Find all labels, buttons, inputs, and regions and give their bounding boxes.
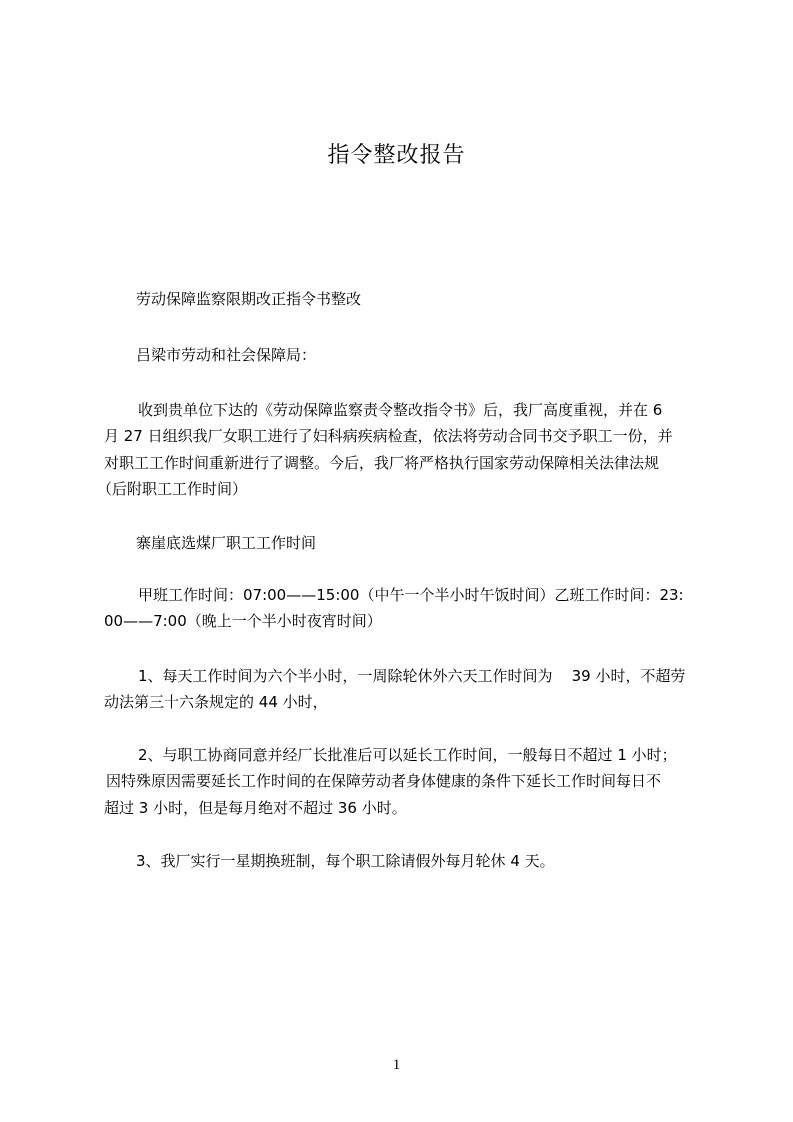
body-paragraph-1-line-2: 月 27 日组织我厂女职工进行了妇科病疾病检查，依法将劳动合同书交予职工一份，并 [104,427,673,445]
subject-line: 劳动保障监察限期改正指令书整改 [136,290,362,308]
rule-1-line-1: 1、每天工作时间为六个半小时，一周除轮休外六天工作时间为 39 小时，不超劳 [138,667,686,685]
document-title: 指令整改报告 [327,143,466,168]
rule-3-line-1: 3、我厂实行一星期换班制，每个职工除请假外每月轮休 4 天。 [136,852,555,870]
shift-times-line-2: 00——7:00（晚上一个半小时夜宵时间） [104,612,382,630]
rule-1-line-2: 动法第三十六条规定的 44 小时， [104,693,328,711]
body-paragraph-1-line-1: 收到贵单位下达的《劳动保障监察责令整改指令书》后，我厂高度重视，并在 6 [138,401,663,419]
schedule-heading: 寨崖底选煤厂职工工作时间 [136,534,317,552]
recipient-line: 吕梁市劳动和社会保障局： [136,346,317,364]
body-paragraph-1-line-4: （后附职工工作时间） [97,480,248,498]
shift-times-line-1: 甲班工作时间：07:00——15:00（中午一个半小时午饭时间）乙班工作时间：23: [138,586,684,604]
page-number: 1 [392,1057,401,1073]
body-paragraph-1-line-3: 对职工工作时间重新进行了调整。今后，我厂将严格执行国家劳动保障相关法律法规 [104,454,660,472]
rule-2-line-3: 超过 3 小时，但是每月绝对不超过 36 小时。 [104,799,407,817]
rule-2-line-1: 2、与职工协商同意并经厂长批准后可以延长工作时间，一般每日不超过 1 小时； [138,746,677,764]
rule-2-line-2: 因特殊原因需要延长工作时间的在保障劳动者身体健康的条件下延长工作时间每日不 [106,772,662,790]
